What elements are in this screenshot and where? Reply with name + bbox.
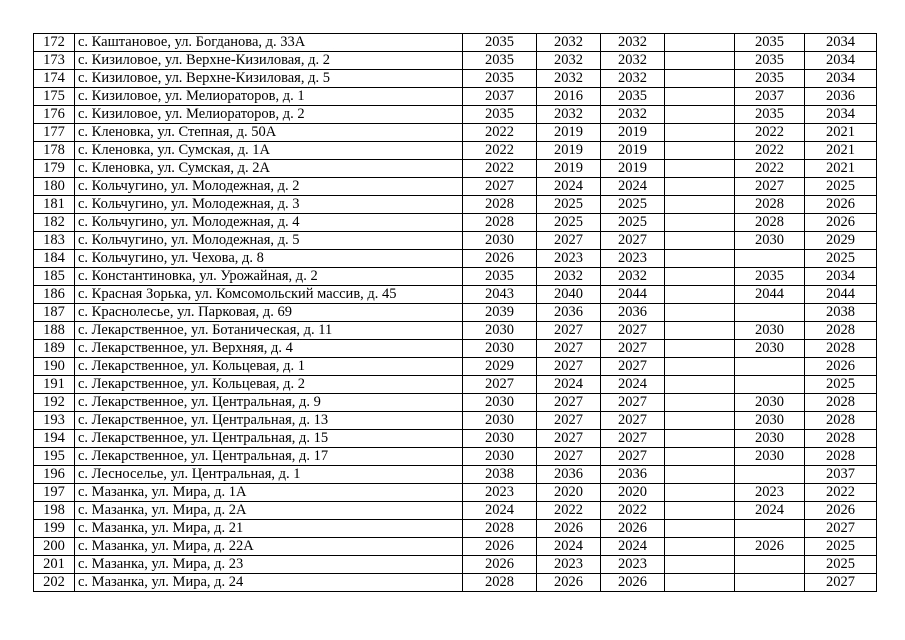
year-cell-4 <box>665 214 735 232</box>
year-cell-3: 2019 <box>601 142 665 160</box>
row-number: 184 <box>34 250 75 268</box>
year-cell-6: 2028 <box>805 430 877 448</box>
year-cell-6: 2021 <box>805 142 877 160</box>
year-cell-1: 2028 <box>463 214 537 232</box>
year-cell-3: 2024 <box>601 178 665 196</box>
table-row <box>34 160 877 178</box>
year-cell-5: 2030 <box>735 412 805 430</box>
year-cell-3: 2027 <box>601 340 665 358</box>
year-cell-2: 2022 <box>537 502 601 520</box>
year-cell-1: 2027 <box>463 376 537 394</box>
year-cell-3: 2032 <box>601 52 665 70</box>
row-number: 177 <box>34 124 75 142</box>
row-number: 194 <box>34 430 75 448</box>
row-number: 198 <box>34 502 75 520</box>
row-number: 187 <box>34 304 75 322</box>
year-cell-6: 2036 <box>805 88 877 106</box>
year-cell-6: 2034 <box>805 70 877 88</box>
row-number: 191 <box>34 376 75 394</box>
year-cell-6: 2021 <box>805 124 877 142</box>
year-cell-1: 2023 <box>463 484 537 502</box>
year-cell-1: 2030 <box>463 448 537 466</box>
year-cell-4 <box>665 142 735 160</box>
address-cell: с. Мазанка, ул. Мира, д. 21 <box>75 520 463 538</box>
year-cell-3: 2024 <box>601 376 665 394</box>
table-row <box>34 322 877 340</box>
year-cell-4 <box>665 34 735 52</box>
year-cell-3: 2032 <box>601 70 665 88</box>
year-cell-4 <box>665 340 735 358</box>
year-cell-3: 2019 <box>601 160 665 178</box>
table-row <box>34 250 877 268</box>
year-cell-4 <box>665 88 735 106</box>
table-row <box>34 196 877 214</box>
year-cell-1: 2026 <box>463 556 537 574</box>
table-row <box>34 70 877 88</box>
year-cell-3: 2027 <box>601 358 665 376</box>
year-cell-3: 2027 <box>601 394 665 412</box>
table-row <box>34 304 877 322</box>
year-cell-1: 2024 <box>463 502 537 520</box>
row-number: 199 <box>34 520 75 538</box>
year-cell-6: 2034 <box>805 52 877 70</box>
table-row <box>34 556 877 574</box>
year-cell-1: 2022 <box>463 160 537 178</box>
year-cell-2: 2040 <box>537 286 601 304</box>
row-number: 192 <box>34 394 75 412</box>
row-number: 180 <box>34 178 75 196</box>
year-cell-6: 2034 <box>805 268 877 286</box>
year-cell-2: 2026 <box>537 520 601 538</box>
year-cell-3: 2027 <box>601 430 665 448</box>
row-number: 179 <box>34 160 75 178</box>
address-cell: с. Кизиловое, ул. Мелиораторов, д. 1 <box>75 88 463 106</box>
address-cell: с. Мазанка, ул. Мира, д. 2А <box>75 502 463 520</box>
year-cell-5: 2026 <box>735 538 805 556</box>
table-row <box>34 286 877 304</box>
year-cell-5 <box>735 520 805 538</box>
year-cell-3: 2026 <box>601 574 665 592</box>
row-number: 196 <box>34 466 75 484</box>
address-cell: с. Кольчугино, ул. Молодежная, д. 4 <box>75 214 463 232</box>
year-cell-3: 2023 <box>601 556 665 574</box>
year-cell-4 <box>665 70 735 88</box>
row-number: 172 <box>34 34 75 52</box>
year-cell-4 <box>665 430 735 448</box>
row-number: 190 <box>34 358 75 376</box>
year-cell-3: 2027 <box>601 412 665 430</box>
year-cell-6: 2044 <box>805 286 877 304</box>
year-cell-4 <box>665 232 735 250</box>
year-cell-4 <box>665 448 735 466</box>
year-cell-3: 2036 <box>601 466 665 484</box>
year-cell-6: 2034 <box>805 106 877 124</box>
year-cell-1: 2043 <box>463 286 537 304</box>
year-cell-6: 2025 <box>805 538 877 556</box>
year-cell-6: 2029 <box>805 232 877 250</box>
year-cell-4 <box>665 466 735 484</box>
year-cell-3: 2020 <box>601 484 665 502</box>
year-cell-4 <box>665 160 735 178</box>
table-row <box>34 430 877 448</box>
year-cell-4 <box>665 268 735 286</box>
year-cell-5 <box>735 376 805 394</box>
year-cell-4 <box>665 178 735 196</box>
year-cell-5: 2044 <box>735 286 805 304</box>
year-cell-5: 2037 <box>735 88 805 106</box>
year-cell-5: 2028 <box>735 214 805 232</box>
year-cell-1: 2037 <box>463 88 537 106</box>
address-cell: с. Кизиловое, ул. Мелиораторов, д. 2 <box>75 106 463 124</box>
address-cell: с. Лекарственное, ул. Центральная, д. 15 <box>75 430 463 448</box>
year-cell-4 <box>665 124 735 142</box>
year-cell-5: 2035 <box>735 70 805 88</box>
year-cell-6: 2034 <box>805 34 877 52</box>
year-cell-1: 2030 <box>463 340 537 358</box>
year-cell-4 <box>665 556 735 574</box>
address-cell: с. Мазанка, ул. Мира, д. 1А <box>75 484 463 502</box>
table-row <box>34 340 877 358</box>
year-cell-5 <box>735 574 805 592</box>
year-cell-3: 2032 <box>601 268 665 286</box>
year-cell-3: 2019 <box>601 124 665 142</box>
table-row <box>34 412 877 430</box>
year-cell-2: 2025 <box>537 214 601 232</box>
year-cell-5: 2035 <box>735 52 805 70</box>
year-cell-3: 2024 <box>601 538 665 556</box>
year-cell-1: 2026 <box>463 250 537 268</box>
year-cell-1: 2035 <box>463 70 537 88</box>
address-cell: с. Лекарственное, ул. Ботаническая, д. 11 <box>75 322 463 340</box>
address-cell: с. Лекарственное, ул. Центральная, д. 13 <box>75 412 463 430</box>
row-number: 181 <box>34 196 75 214</box>
year-cell-3: 2025 <box>601 196 665 214</box>
year-cell-2: 2027 <box>537 322 601 340</box>
year-cell-2: 2027 <box>537 430 601 448</box>
year-cell-5 <box>735 466 805 484</box>
year-cell-4 <box>665 538 735 556</box>
row-number: 201 <box>34 556 75 574</box>
table-row <box>34 574 877 592</box>
year-cell-6: 2026 <box>805 214 877 232</box>
year-cell-3: 2027 <box>601 232 665 250</box>
row-number: 176 <box>34 106 75 124</box>
year-cell-1: 2030 <box>463 430 537 448</box>
year-cell-5: 2022 <box>735 160 805 178</box>
year-cell-6: 2028 <box>805 412 877 430</box>
table-row <box>34 214 877 232</box>
row-number: 202 <box>34 574 75 592</box>
year-cell-4 <box>665 358 735 376</box>
address-cell: с. Кленовка, ул. Сумская, д. 1А <box>75 142 463 160</box>
year-cell-2: 2027 <box>537 358 601 376</box>
table-row <box>34 448 877 466</box>
year-cell-5: 2022 <box>735 124 805 142</box>
table-row <box>34 376 877 394</box>
year-cell-2: 2032 <box>537 106 601 124</box>
year-cell-3: 2032 <box>601 34 665 52</box>
year-cell-6: 2022 <box>805 484 877 502</box>
year-cell-4 <box>665 286 735 304</box>
year-cell-2: 2027 <box>537 394 601 412</box>
year-cell-3: 2026 <box>601 520 665 538</box>
year-cell-6: 2025 <box>805 556 877 574</box>
year-cell-6: 2028 <box>805 322 877 340</box>
year-cell-5: 2030 <box>735 322 805 340</box>
row-number: 200 <box>34 538 75 556</box>
table-row <box>34 88 877 106</box>
table-row <box>34 484 877 502</box>
address-cell: с. Мазанка, ул. Мира, д. 24 <box>75 574 463 592</box>
year-cell-5: 2023 <box>735 484 805 502</box>
year-cell-2: 2027 <box>537 232 601 250</box>
year-cell-3: 2027 <box>601 322 665 340</box>
year-cell-1: 2022 <box>463 142 537 160</box>
year-cell-1: 2028 <box>463 196 537 214</box>
year-cell-1: 2038 <box>463 466 537 484</box>
year-cell-2: 2027 <box>537 340 601 358</box>
year-cell-2: 2023 <box>537 556 601 574</box>
year-cell-2: 2024 <box>537 376 601 394</box>
year-cell-2: 2019 <box>537 124 601 142</box>
address-cell: с. Кизиловое, ул. Верхне-Кизиловая, д. 2 <box>75 52 463 70</box>
table-row <box>34 358 877 376</box>
year-cell-4 <box>665 376 735 394</box>
year-cell-2: 2024 <box>537 178 601 196</box>
year-cell-2: 2036 <box>537 304 601 322</box>
row-number: 185 <box>34 268 75 286</box>
year-cell-3: 2022 <box>601 502 665 520</box>
address-cell: с. Кленовка, ул. Сумская, д. 2А <box>75 160 463 178</box>
year-cell-4 <box>665 502 735 520</box>
year-cell-6: 2025 <box>805 250 877 268</box>
address-cell: с. Кизиловое, ул. Верхне-Кизиловая, д. 5 <box>75 70 463 88</box>
year-cell-2: 2032 <box>537 268 601 286</box>
year-cell-6: 2027 <box>805 520 877 538</box>
year-cell-1: 2030 <box>463 412 537 430</box>
year-cell-4 <box>665 394 735 412</box>
address-cell: с. Мазанка, ул. Мира, д. 23 <box>75 556 463 574</box>
address-cell: с. Кольчугино, ул. Молодежная, д. 5 <box>75 232 463 250</box>
year-cell-4 <box>665 196 735 214</box>
address-cell: с. Кольчугино, ул. Молодежная, д. 3 <box>75 196 463 214</box>
year-cell-1: 2026 <box>463 538 537 556</box>
year-cell-4 <box>665 574 735 592</box>
year-cell-5 <box>735 304 805 322</box>
table-row <box>34 538 877 556</box>
address-cell: с. Кленовка, ул. Степная, д. 50А <box>75 124 463 142</box>
row-number: 182 <box>34 214 75 232</box>
year-cell-1: 2039 <box>463 304 537 322</box>
row-number: 175 <box>34 88 75 106</box>
table-row <box>34 520 877 538</box>
year-cell-2: 2023 <box>537 250 601 268</box>
row-number: 197 <box>34 484 75 502</box>
address-cell: с. Лекарственное, ул. Центральная, д. 17 <box>75 448 463 466</box>
year-cell-3: 2044 <box>601 286 665 304</box>
table-row <box>34 106 877 124</box>
year-cell-2: 2025 <box>537 196 601 214</box>
year-cell-1: 2035 <box>463 52 537 70</box>
table-row <box>34 124 877 142</box>
table-row <box>34 178 877 196</box>
address-cell: с. Каштановое, ул. Богданова, д. 33А <box>75 34 463 52</box>
year-cell-1: 2027 <box>463 178 537 196</box>
year-cell-3: 2027 <box>601 448 665 466</box>
table-row <box>34 34 877 52</box>
year-cell-1: 2035 <box>463 268 537 286</box>
table-row <box>34 466 877 484</box>
year-cell-4 <box>665 484 735 502</box>
year-cell-2: 2026 <box>537 574 601 592</box>
year-cell-3: 2035 <box>601 88 665 106</box>
year-cell-2: 2024 <box>537 538 601 556</box>
table-row <box>34 502 877 520</box>
year-cell-4 <box>665 520 735 538</box>
year-cell-6: 2037 <box>805 466 877 484</box>
year-cell-2: 2027 <box>537 412 601 430</box>
year-cell-5: 2024 <box>735 502 805 520</box>
year-cell-3: 2023 <box>601 250 665 268</box>
year-cell-1: 2022 <box>463 124 537 142</box>
year-cell-5: 2030 <box>735 232 805 250</box>
year-cell-5 <box>735 358 805 376</box>
year-cell-6: 2025 <box>805 376 877 394</box>
year-cell-6: 2028 <box>805 340 877 358</box>
year-cell-1: 2030 <box>463 322 537 340</box>
address-cell: с. Красная Зорька, ул. Комсомольский массив, д. 45 <box>75 286 463 304</box>
year-cell-6: 2028 <box>805 394 877 412</box>
year-cell-5: 2030 <box>735 394 805 412</box>
table-row <box>34 232 877 250</box>
year-cell-2: 2016 <box>537 88 601 106</box>
address-cell: с. Лекарственное, ул. Кольцевая, д. 2 <box>75 376 463 394</box>
year-cell-2: 2036 <box>537 466 601 484</box>
year-cell-5: 2022 <box>735 142 805 160</box>
table-row <box>34 52 877 70</box>
year-cell-2: 2032 <box>537 70 601 88</box>
address-cell: с. Лекарственное, ул. Кольцевая, д. 1 <box>75 358 463 376</box>
table-row <box>34 268 877 286</box>
year-cell-3: 2025 <box>601 214 665 232</box>
address-cell: с. Кольчугино, ул. Молодежная, д. 2 <box>75 178 463 196</box>
year-cell-1: 2029 <box>463 358 537 376</box>
year-cell-1: 2028 <box>463 574 537 592</box>
table-body <box>34 34 877 592</box>
table-row <box>34 394 877 412</box>
year-cell-6: 2026 <box>805 502 877 520</box>
year-cell-6: 2026 <box>805 196 877 214</box>
year-cell-1: 2030 <box>463 232 537 250</box>
year-cell-4 <box>665 412 735 430</box>
year-cell-1: 2035 <box>463 106 537 124</box>
row-number: 188 <box>34 322 75 340</box>
year-cell-2: 2032 <box>537 34 601 52</box>
year-cell-5: 2030 <box>735 340 805 358</box>
address-cell: с. Краснолесье, ул. Парковая, д. 69 <box>75 304 463 322</box>
table-row <box>34 142 877 160</box>
year-cell-6: 2027 <box>805 574 877 592</box>
year-cell-3: 2036 <box>601 304 665 322</box>
year-cell-5 <box>735 250 805 268</box>
row-number: 189 <box>34 340 75 358</box>
year-cell-6: 2025 <box>805 178 877 196</box>
year-cell-6: 2026 <box>805 358 877 376</box>
year-cell-2: 2032 <box>537 52 601 70</box>
row-number: 186 <box>34 286 75 304</box>
year-cell-4 <box>665 322 735 340</box>
row-number: 173 <box>34 52 75 70</box>
year-cell-5: 2035 <box>735 34 805 52</box>
year-cell-6: 2038 <box>805 304 877 322</box>
year-cell-5: 2035 <box>735 268 805 286</box>
year-cell-2: 2020 <box>537 484 601 502</box>
year-cell-5: 2030 <box>735 430 805 448</box>
address-cell: с. Кольчугино, ул. Чехова, д. 8 <box>75 250 463 268</box>
schedule-table <box>33 33 877 592</box>
row-number: 195 <box>34 448 75 466</box>
row-number: 193 <box>34 412 75 430</box>
year-cell-5 <box>735 556 805 574</box>
year-cell-1: 2030 <box>463 394 537 412</box>
address-cell: с. Лекарственное, ул. Центральная, д. 9 <box>75 394 463 412</box>
row-number: 183 <box>34 232 75 250</box>
year-cell-4 <box>665 106 735 124</box>
year-cell-5: 2027 <box>735 178 805 196</box>
year-cell-3: 2032 <box>601 106 665 124</box>
address-cell: с. Мазанка, ул. Мира, д. 22А <box>75 538 463 556</box>
year-cell-4 <box>665 52 735 70</box>
year-cell-4 <box>665 304 735 322</box>
year-cell-5: 2028 <box>735 196 805 214</box>
year-cell-1: 2028 <box>463 520 537 538</box>
address-cell: с. Лесноселье, ул. Центральная, д. 1 <box>75 466 463 484</box>
year-cell-2: 2019 <box>537 160 601 178</box>
address-cell: с. Лекарственное, ул. Верхняя, д. 4 <box>75 340 463 358</box>
row-number: 178 <box>34 142 75 160</box>
row-number: 174 <box>34 70 75 88</box>
year-cell-5: 2035 <box>735 106 805 124</box>
year-cell-2: 2027 <box>537 448 601 466</box>
year-cell-2: 2019 <box>537 142 601 160</box>
address-cell: с. Константиновка, ул. Урожайная, д. 2 <box>75 268 463 286</box>
year-cell-5: 2030 <box>735 448 805 466</box>
year-cell-6: 2021 <box>805 160 877 178</box>
year-cell-1: 2035 <box>463 34 537 52</box>
year-cell-4 <box>665 250 735 268</box>
year-cell-6: 2028 <box>805 448 877 466</box>
